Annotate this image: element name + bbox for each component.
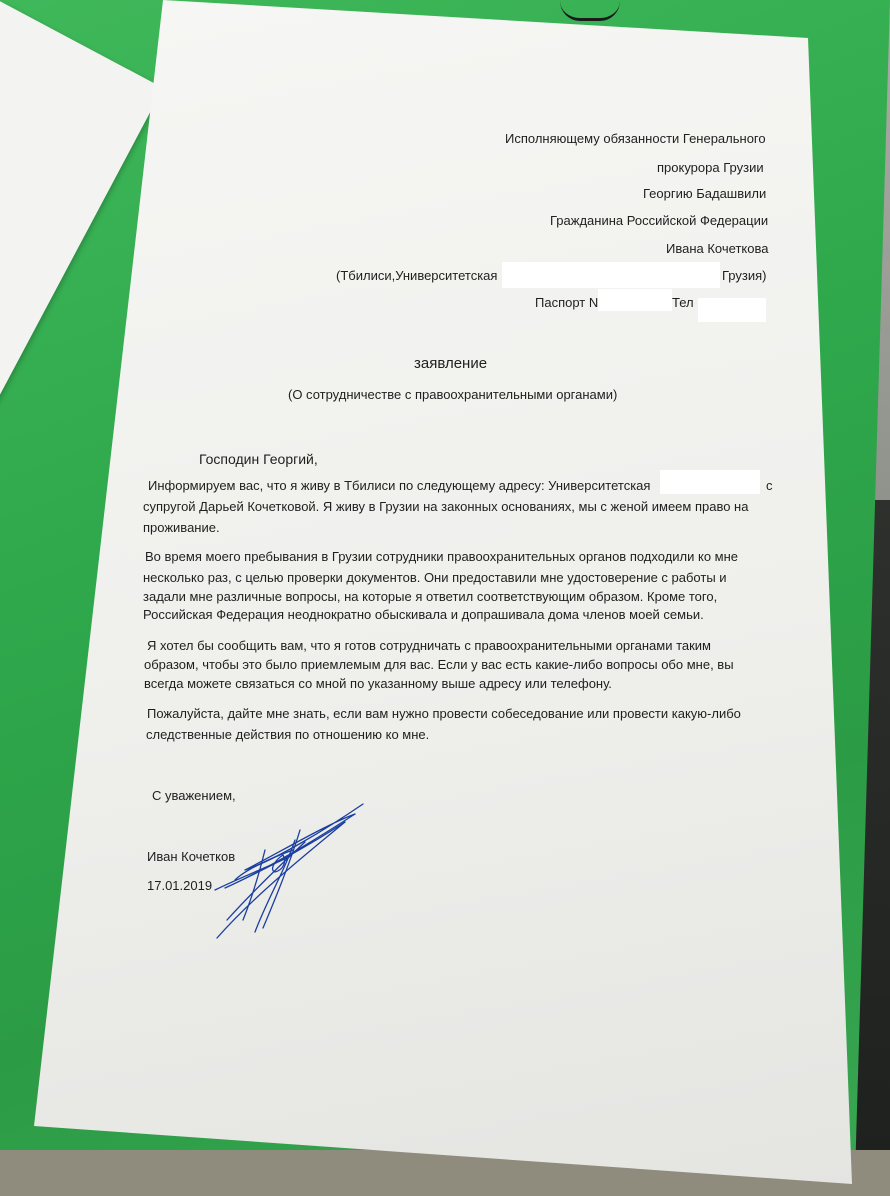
sender-address-suffix: Грузия) bbox=[722, 268, 767, 283]
redaction-phone bbox=[698, 298, 766, 322]
salutation: Господин Георгий, bbox=[199, 451, 318, 467]
para1-line2: супругой Дарьей Кочетковой. Я живу в Грузии на законных основаниях, мы с женой имеем право на bbox=[143, 499, 749, 514]
para4-line1: Пожалуйста, дайте мне знать, если вам нужно провести собеседование или провести какую-либо bbox=[147, 706, 741, 721]
addressee-line-3: Георгию Бадашвили bbox=[643, 186, 767, 201]
phone-label: Тел bbox=[672, 295, 694, 310]
addressee-line-1: Исполняющему обязанности Генерального bbox=[505, 131, 766, 146]
document-title: заявление bbox=[414, 355, 488, 372]
para3-line3: всегда можете связаться со мной по указанному выше адресу или телефону. bbox=[144, 676, 612, 691]
para4-line2: следственные действия по отношению ко мне. bbox=[146, 727, 430, 742]
handwritten-signature bbox=[205, 800, 375, 950]
sender-name: Ивана Кочеткова bbox=[666, 241, 769, 256]
closing: С уважением, bbox=[152, 788, 236, 803]
redaction-street bbox=[660, 470, 760, 494]
para1-line3: проживание. bbox=[143, 520, 220, 535]
redaction-passport bbox=[598, 289, 672, 311]
signature-date: 17.01.2019 bbox=[147, 878, 213, 893]
para2-line3: задали мне различные вопросы, на которые я ответил соответствующим образом. Кроме того, bbox=[143, 589, 718, 604]
para2-line4: Российская Федерация неоднократно обыскивала и допрашивала дома членов моей семьи. bbox=[143, 607, 704, 622]
addressee-line-2: прокурора Грузии bbox=[657, 160, 764, 175]
para3-line2: образом, чтобы это было приемлемым для вас. Если у вас есть какие-либо вопросы обо мне, вы bbox=[144, 657, 734, 672]
sender-address-prefix: (Тбилиси,Университетская bbox=[336, 268, 498, 283]
para2-line1: Во время моего пребывания в Грузии сотрудники правоохранительных органов подходили ко мне bbox=[145, 549, 739, 564]
redaction-address bbox=[502, 262, 720, 288]
para3-line1: Я хотел бы сообщить вам, что я готов сотрудничать с правоохранительными органами таким bbox=[147, 638, 711, 653]
sender-line-1: Гражданина Российской Федерации bbox=[550, 213, 769, 228]
para1-line1-end: с bbox=[766, 478, 773, 493]
para2-line2: несколько раз, с целью проверки документов. Они предоставили мне удостоверение с работы и bbox=[143, 570, 727, 585]
document-subtitle: (О сотрудничестве с правоохранительными органами) bbox=[288, 387, 618, 402]
signer-name: Иван Кочетков bbox=[147, 849, 236, 864]
passport-label: Паспорт N bbox=[535, 295, 599, 310]
para1-line1: Информируем вас, что я живу в Тбилиси по следующему адресу: Университетская bbox=[148, 478, 651, 493]
